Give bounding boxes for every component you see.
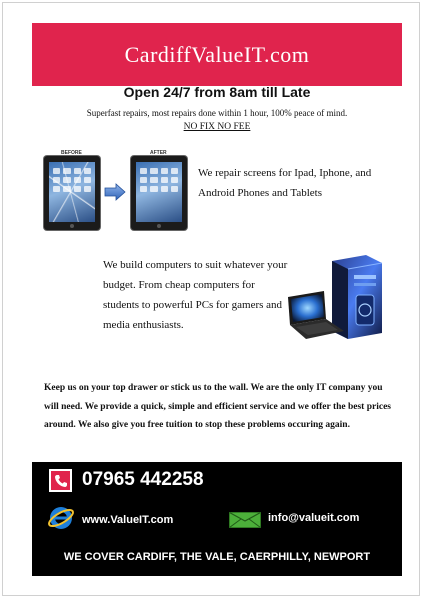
phone-number[interactable]: 07965 442258 [82, 469, 204, 490]
after-label: AFTER [150, 150, 167, 156]
internet-explorer-icon [47, 504, 75, 532]
computer-tower-and-laptop-image [286, 255, 386, 345]
header-banner [32, 23, 402, 86]
tagline: Superfast repairs, most repairs done within 1 hour, 100% peace of mind. [86, 108, 348, 118]
contact-panel [32, 462, 402, 576]
opening-hours-headline: Open 24/7 from 8am till Late [123, 84, 311, 100]
right-arrow-icon [104, 183, 126, 201]
email-link[interactable]: info@valueit.com [268, 512, 360, 524]
no-fix-no-fee: NO FIX NO FEE [183, 122, 251, 132]
screen-repair-text: We repair screens for Ipad, Iphone, and Android Phones and Tablets [198, 167, 372, 199]
repaired-tablet-image [131, 156, 187, 230]
before-label: BEFORE [61, 150, 82, 156]
broken-tablet-image [44, 156, 100, 230]
envelope-icon [229, 512, 261, 528]
computer-build-text: We build computers to suit whatever your budget. From cheap computers for students to powerful PCs for gamers and media enthusiasts. [103, 259, 288, 331]
coverage-areas: WE COVER CARDIFF, THE VALE, CAERPHILLY, NEWPORT [63, 551, 371, 563]
website-link[interactable]: www.ValueIT.com [82, 514, 174, 526]
about-paragraph: Keep us on your top drawer or stick us to the wall. We are the only IT company you will need. We provide a quick, simple and efficient service and we offer the best prices around. We also give you free tuition to stop these problems occuring again. [44, 383, 391, 430]
banner-title: CardiffValueIT.com [124, 41, 310, 67]
phone-icon [49, 469, 72, 492]
